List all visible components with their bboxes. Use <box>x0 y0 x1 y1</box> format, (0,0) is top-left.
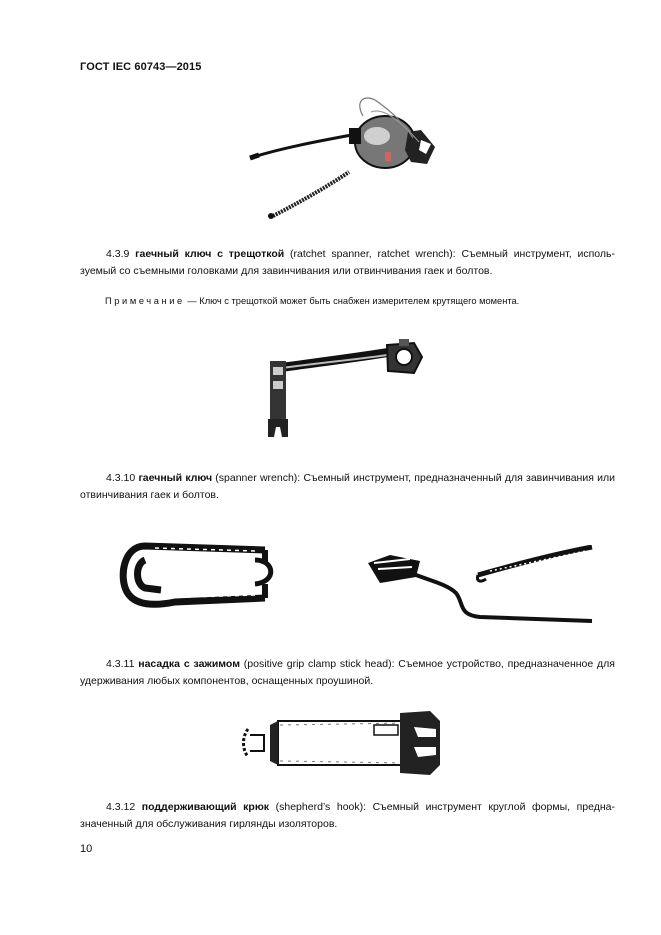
shepherds-hook-image <box>240 707 450 779</box>
section-text: (ratchet spanner, ratchet wrench): Съемный инструмент, используемый со съемными головками для завинчивания или отвинчивания гаек и болтов. <box>80 248 615 277</box>
section-number: 4.3.11 <box>106 658 135 670</box>
section-4-3-11 <box>80 656 615 690</box>
section-term: гаечный ключ с трещоткой <box>135 248 285 260</box>
note <box>105 294 625 308</box>
spanner-wrench-image <box>262 333 432 445</box>
section-term: гаечный ключ <box>138 472 213 484</box>
page-number: 10 <box>80 843 93 855</box>
section-number: 4.3.12 <box>106 801 136 813</box>
clamp-head-image-right <box>360 545 600 627</box>
section-term: насадка с зажимом <box>138 658 240 670</box>
document-header: ГОСТ IEC 60743—2015 <box>80 61 202 73</box>
section-text: (positive grip clamp stick head): Съемное устройство, предназначенное для удерживания любых компонентов, оснащенных проушиной. <box>80 658 615 687</box>
section-4-3-9 <box>80 246 615 280</box>
section-number: 4.3.10 <box>106 472 136 484</box>
note-label: Примечание <box>105 296 185 306</box>
note-text: — Ключ с трещоткой может быть снабжен измерителем крутящего момента. <box>184 296 520 306</box>
section-4-3-10 <box>80 470 615 504</box>
ratchet-spanner-image <box>245 92 450 227</box>
clamp-head-image-left <box>115 540 285 612</box>
section-text: (shepherd’s hook): Съемный инструмент круглой формы, предназначенный для обслуживания гирлянды изоляторов. <box>80 801 615 830</box>
section-number: 4.3.9 <box>106 248 130 260</box>
section-4-3-12 <box>80 799 615 833</box>
section-text: (spanner wrench): Съемный инструмент, предназначенный для завинчивания или отвинчивания гаек и болтов. <box>80 472 615 501</box>
section-term: поддерживающий крюк <box>141 801 270 813</box>
